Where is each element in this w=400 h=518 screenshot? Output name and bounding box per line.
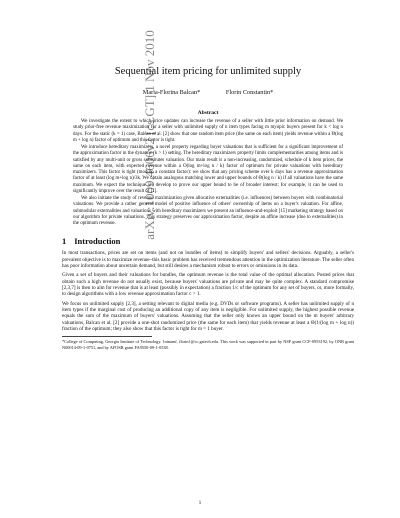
section-body (62, 250, 354, 332)
section-title: Introduction (74, 236, 121, 247)
footnote: *College of Computing, Georgia Institute of Technology. {ninamf, florin}@cc.gatech.edu. This work was supported in part by NSF grant CCF-0953192, by ONR grant N00014-09-1-0751, and by AFOSR grant FA9550-09-1-0538. (62, 339, 354, 350)
abstract-paragraph-2: We introduce hereditary maximizers, a novel property regarding buyer valuations that is sufficient for a significant improvement of the approximation factor in the dynamic (k > 1) setting. The hereditary maximizers property limits complementarities among items and is satisfied by any multi-unit or gross substitutes valuation. Our main result is a non-increasing, randomized, schedule of k item prices, the same on each item, with expected revenue within a O(log m+log n / k) factor of optimum for private valuations with hereditary maximizers. This factor is tight (modulo a constant factor): we show that any pricing scheme over k days has a revenue approximation factor of at least (log m+log n)/3k. We obtain analogous matching lower and upper bounds of Θ(log n / k) if all valuations have the same maximum. We expect the technique we develop to prove our upper bound to be of broader interest; for example, it can be used to significantly improve over the result of [1]. (73, 145, 343, 194)
paper-title: Sequential item pricing for unlimited supply (114, 66, 302, 77)
abstract (62, 119, 354, 227)
abstract-paragraph-3: We also initiate the study of revenue maximization given allocative externalities (i.e. influences) between buyers with combinatorial valuations. We provide a rather general model of positive influence of others' ownership of items on a buyer's valuation. For affine, submodular externalities and valuations with hereditary maximizers we present an influence-and-exploit [15] marketing strategy based on our algorithm for private valuations. This strategy preserves our approximation factor, despite an affine increase (due to externalities) in the optimum revenue. (73, 196, 343, 226)
arxiv-stamp-text: arXiv:1009.4606v2 [cs.GT] 1 Nov 2010 (142, 30, 157, 240)
author-1: Maria-Florina Balcan* (142, 89, 201, 96)
section-heading (62, 236, 354, 246)
body-paragraph-3: We focus on unlimited supply [2,3], a setting relevant to digital media (e.g. DVDs or software programs). A seller has unlimited supply of n item types if the marginal cost of producing an additional copy of any item is negligible. For unlimited supply, the highest possible revenue equals the sum of the maximum of buyers' valuations. Assuming that the seller only knows an upper bound on the m buyers' arbitrary valuations, Balcan et al. [2] provide a one-shot randomized price (the same for each item) that yields revenue at least a Θ(1/(log m + log n)) fraction of the optimum; they also show that this factor is tight for m = 1 buyer. (62, 300, 354, 333)
paper-page (62, 66, 354, 350)
body-paragraph-1: In most transactions, prices are set on items (and not on bundles of items) to simplify buyers' and sellers' decisions. Arguably, a seller's prevalent objective is to maximize revenue–this basic problem has received tremendous attention in the optimization literature. The seller often has poor information about uncertain demand, but still desires a mechanism robust to errors or omissions in its data. (62, 250, 354, 269)
abstract-heading: Abstract (197, 110, 219, 116)
section-number: 1 (62, 236, 67, 247)
page-number: 1 (198, 500, 202, 506)
author-2: Florin Constantin* (225, 89, 274, 96)
abstract-paragraph-1: We investigate the extent to which price updates can increase the revenue of a seller with little prior information on demand. We study prior-free revenue maximization for a seller with unlimited supply of n item types facing m myopic buyers present for k < log n days. For the static (k = 1) case, Balcan et al. [2] show that one random item price (the same on each item) yields revenue within a Θ(log m + log n) factor of optimum and this factor is tight. (73, 119, 343, 143)
body-paragraph-2: Given a set of buyers and their valuations for bundles, the optimum revenue is the total value of the optimal allocation. Posted prices that obtain such a high revenue do not usually exist, because buyers' valuations are private and may be quite complex. A standard compromise [2,3,7] is then to aim for revenue that is at least (possibly in expectation) a fraction 1/c of the optimum for any set of buyers, or, more formally, to design algorithms with a low revenue approximation factor c > 1. (62, 272, 354, 298)
footnote-rule (62, 336, 152, 337)
author-list (62, 89, 354, 96)
